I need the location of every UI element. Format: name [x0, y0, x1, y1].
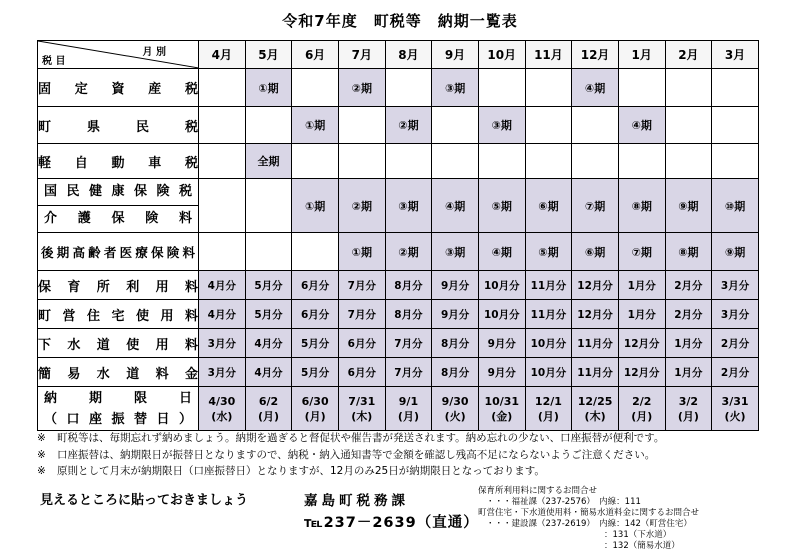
empty-cell — [432, 107, 479, 144]
month-header: 7月 — [338, 41, 385, 69]
empty-cell — [385, 69, 432, 107]
deadline-date: 2/2 — [632, 394, 652, 408]
deadline-weekday: (水) — [211, 409, 233, 423]
month-header: 10月 — [478, 41, 525, 69]
page-title: 令和7年度 町税等 納期一覧表 — [282, 12, 518, 30]
deadline-date: 6/30 — [301, 394, 329, 408]
table-row — [38, 329, 759, 358]
payment-period-cell: 6月分 — [338, 329, 385, 358]
table-row — [38, 144, 759, 179]
payment-period-cell: 8月分 — [432, 358, 479, 387]
payment-period-cell: 12月分 — [618, 329, 665, 358]
payment-period-cell: 3月分 — [712, 300, 759, 329]
deadline-weekday: (月) — [677, 409, 699, 423]
month-header: 4月 — [199, 41, 246, 69]
deadline-weekday: (月) — [631, 409, 653, 423]
payment-period-cell: ③期 — [478, 107, 525, 144]
payment-period-cell: ③期 — [385, 179, 432, 233]
payment-period-cell: 7月分 — [338, 271, 385, 300]
table-row — [38, 107, 759, 144]
note-mark: ※ — [37, 448, 46, 461]
payment-period-cell: ②期 — [385, 233, 432, 271]
empty-cell — [478, 69, 525, 107]
payment-period-cell: 6月分 — [292, 271, 339, 300]
empty-cell — [338, 144, 385, 179]
deadline-date: 6/2 — [258, 394, 279, 408]
payment-period-cell: ⑤期 — [525, 233, 572, 271]
empty-cell — [245, 233, 292, 271]
payment-period-cell: 7月分 — [385, 329, 432, 358]
deadline-cell — [665, 387, 712, 431]
tax-label: 町営住宅使用料 — [38, 300, 199, 329]
deadline-date: 9/1 — [398, 394, 419, 408]
payment-period-cell: ⑥期 — [525, 179, 572, 233]
empty-cell — [665, 107, 712, 144]
empty-cell — [199, 69, 246, 107]
deadline-label — [38, 387, 199, 431]
payment-period-cell: ③期 — [432, 233, 479, 271]
payment-period-cell: 11月分 — [572, 329, 619, 358]
payment-period-cell: 10月分 — [478, 300, 525, 329]
note-line — [37, 447, 664, 464]
empty-cell — [525, 107, 572, 144]
empty-cell — [665, 144, 712, 179]
month-header: 11月 — [525, 41, 572, 69]
tax-label-line: 介護保険料 — [38, 205, 198, 232]
month-header: 2月 — [665, 41, 712, 69]
empty-cell — [245, 107, 292, 144]
deadline-cell — [432, 387, 479, 431]
payment-period-cell: ⑥期 — [572, 233, 619, 271]
note-mark: ※ — [37, 432, 46, 444]
payment-period-cell: 9月分 — [432, 300, 479, 329]
payment-period-cell: 5月分 — [245, 300, 292, 329]
deadline-weekday: (月) — [257, 409, 280, 423]
month-header: 12月 — [572, 41, 619, 69]
payment-period-cell: ⑧期 — [665, 233, 712, 271]
note-text: 町税等は、毎期忘れず納めましょう。納期を過ぎると督促状や催告書が発送されます。納め忘れの少ない、口座振替が便利です。 — [57, 432, 665, 444]
payment-period-cell: 5月分 — [292, 329, 339, 358]
deadline-cell — [572, 387, 619, 431]
note-text: 口座振替は、納期限日が振替日となりますので、納税・納入通知書等で金額を確認し残高不足にならないようご注意ください。 — [57, 448, 656, 461]
empty-cell — [199, 144, 246, 179]
payment-period-cell: 4月分 — [199, 271, 246, 300]
empty-cell — [338, 107, 385, 144]
tax-label — [38, 179, 199, 233]
empty-cell — [245, 179, 292, 233]
table-row — [38, 69, 759, 107]
payment-period-cell: ⑤期 — [478, 179, 525, 233]
payment-period-cell: ④期 — [572, 69, 619, 107]
deadline-weekday: (月) — [397, 409, 419, 423]
deadline-label-line: 納期限日 — [44, 390, 192, 406]
payment-period-cell: ⑧期 — [618, 179, 665, 233]
deadline-row — [38, 387, 759, 431]
notes — [37, 430, 664, 480]
note-text: 原則として月末が納期限日（口座振替日）となりますが、12月のみ25日が納期限日となっております。 — [57, 465, 545, 477]
table-header-row — [38, 41, 759, 69]
empty-cell — [618, 69, 665, 107]
contact-line: ・・・福祉課（237-2576） 内線：111 — [486, 497, 641, 507]
tax-label: 固定資産税 — [38, 69, 199, 107]
payment-period-cell: 2月分 — [665, 300, 712, 329]
payment-period-cell: 6月分 — [338, 358, 385, 387]
empty-cell — [712, 144, 759, 179]
corner-month-label: 月 別 — [142, 47, 166, 58]
month-header: 8月 — [385, 41, 432, 69]
deadline-weekday: (木) — [584, 409, 606, 423]
tax-label: 後期高齢者医療保険料 — [38, 233, 199, 271]
corner-tax-label: 税 目 — [42, 56, 66, 67]
payment-period-cell: 4月分 — [199, 300, 246, 329]
corner-cell — [38, 41, 199, 69]
empty-cell — [618, 144, 665, 179]
payment-period-cell: ①期 — [245, 69, 292, 107]
month-header: 3月 — [712, 41, 759, 69]
empty-cell — [478, 144, 525, 179]
deadline-date: 7/31 — [348, 394, 376, 408]
deadline-date: 3/31 — [721, 394, 749, 408]
deadline-date: 12/1 — [534, 394, 562, 408]
deadline-cell — [245, 387, 292, 431]
payment-period-cell: 1月分 — [618, 300, 665, 329]
tax-label-line: 国民健康保険税 — [44, 184, 192, 199]
payment-period-cell: 12月分 — [572, 271, 619, 300]
payment-period-cell: 9月分 — [432, 271, 479, 300]
deadline-date: 3/2 — [678, 394, 699, 408]
deadline-cell — [478, 387, 525, 431]
payment-period-cell: 2月分 — [665, 271, 712, 300]
empty-cell — [665, 69, 712, 107]
deadline-weekday: (火) — [724, 409, 746, 423]
deadline-weekday: (月) — [537, 409, 559, 423]
payment-period-cell: 12月分 — [618, 358, 665, 387]
contact-line: 保育所利用料に関するお問合せ — [478, 486, 598, 496]
payment-period-cell: 3月分 — [199, 358, 246, 387]
payment-period-cell: 11月分 — [525, 300, 572, 329]
tax-label: 簡易水道料金 — [38, 358, 199, 387]
deadline-date: 4/30 — [208, 394, 236, 408]
payment-period-cell: 3月分 — [712, 271, 759, 300]
empty-cell — [292, 144, 339, 179]
note-mark: ※ — [37, 465, 46, 477]
payment-period-cell: 8月分 — [385, 300, 432, 329]
empty-cell — [572, 144, 619, 179]
payment-period-cell: 10月分 — [525, 329, 572, 358]
payment-period-cell: ③期 — [432, 69, 479, 107]
empty-cell — [432, 144, 479, 179]
payment-period-cell: 全期 — [245, 144, 292, 179]
deadline-weekday: (金) — [491, 409, 513, 423]
deadline-cell — [712, 387, 759, 431]
tax-label: 保育所利用料 — [38, 271, 199, 300]
tax-label: 下水道使用料 — [38, 329, 199, 358]
table-row — [38, 358, 759, 387]
payment-period-cell: 1月分 — [618, 271, 665, 300]
payment-period-cell: 8月分 — [385, 271, 432, 300]
deadline-date: 10/31 — [484, 394, 520, 408]
payment-period-cell: 6月分 — [292, 300, 339, 329]
deadline-cell — [618, 387, 665, 431]
payment-period-cell: 9月分 — [478, 358, 525, 387]
payment-period-cell: ①期 — [292, 107, 339, 144]
month-header: 9月 — [432, 41, 479, 69]
empty-cell — [572, 107, 619, 144]
payment-period-cell: ②期 — [338, 69, 385, 107]
payment-period-cell: ②期 — [385, 107, 432, 144]
empty-cell — [292, 69, 339, 107]
payment-period-cell: 3月分 — [199, 329, 246, 358]
deadline-date: 9/30 — [441, 394, 469, 408]
month-header: 1月 — [618, 41, 665, 69]
deadline-weekday: (木) — [351, 409, 373, 423]
payment-period-cell: 5月分 — [292, 358, 339, 387]
payment-period-cell: 10月分 — [525, 358, 572, 387]
payment-period-cell: ⑦期 — [618, 233, 665, 271]
contact-info — [478, 486, 699, 552]
payment-period-cell: 4月分 — [245, 358, 292, 387]
payment-period-cell: 11月分 — [525, 271, 572, 300]
payment-period-cell: ⑩期 — [712, 179, 759, 233]
payment-period-cell: 7月分 — [385, 358, 432, 387]
contact-line: 町営住宅・下水道使用料・簡易水道料金に関するお問合せ — [478, 508, 700, 518]
office-phone: ℡237－2639（直通） — [304, 515, 479, 531]
payment-period-cell: 7月分 — [338, 300, 385, 329]
payment-period-cell: 9月分 — [478, 329, 525, 358]
deadline-weekday: (月) — [304, 409, 326, 423]
note-line — [37, 463, 664, 480]
empty-cell — [199, 233, 246, 271]
table-row — [38, 233, 759, 271]
payment-period-cell: 1月分 — [665, 358, 712, 387]
payment-period-cell: 11月分 — [572, 358, 619, 387]
payment-period-cell: 12月分 — [572, 300, 619, 329]
month-header: 6月 — [292, 41, 339, 69]
payment-period-cell: 8月分 — [432, 329, 479, 358]
deadline-cell — [199, 387, 246, 431]
payment-period-cell: 5月分 — [245, 271, 292, 300]
payment-period-cell: ①期 — [292, 179, 339, 233]
contact-line: ・・・建設課（237-2619） 内線：142（町営住宅） — [486, 519, 692, 529]
payment-period-cell: ⑨期 — [665, 179, 712, 233]
month-header: 5月 — [245, 41, 292, 69]
contact-line: ：132（簡易水道） — [604, 541, 680, 551]
empty-cell — [292, 233, 339, 271]
payment-period-cell: 10月分 — [478, 271, 525, 300]
empty-cell — [712, 69, 759, 107]
deadline-cell — [385, 387, 432, 431]
payment-period-cell: ⑦期 — [572, 179, 619, 233]
payment-period-cell: ②期 — [338, 179, 385, 233]
empty-cell — [385, 144, 432, 179]
payment-period-cell: ④期 — [432, 179, 479, 233]
empty-cell — [199, 107, 246, 144]
note-line — [37, 430, 664, 447]
payment-period-cell: 1月分 — [665, 329, 712, 358]
payment-period-cell: 2月分 — [712, 358, 759, 387]
office-name: 嘉島町税務課 — [304, 493, 409, 509]
slogan: 見えるところに貼っておきましょう — [40, 493, 249, 508]
payment-period-cell: ④期 — [478, 233, 525, 271]
deadline-label-line: （口座振替日） — [44, 411, 192, 427]
payment-period-cell: 4月分 — [245, 329, 292, 358]
table-row — [38, 179, 759, 233]
empty-cell — [525, 69, 572, 107]
deadline-cell — [338, 387, 385, 431]
tax-label: 町県民税 — [38, 107, 199, 144]
deadline-cell — [292, 387, 339, 431]
payment-period-cell: ⑨期 — [712, 233, 759, 271]
tax-label: 軽自動車税 — [38, 144, 199, 179]
empty-cell — [199, 179, 246, 233]
deadline-date: 12/25 — [577, 394, 613, 408]
empty-cell — [712, 107, 759, 144]
deadline-weekday: (火) — [444, 409, 466, 423]
payment-period-cell: 2月分 — [712, 329, 759, 358]
tax-schedule-table — [37, 40, 759, 431]
payment-period-cell: ④期 — [618, 107, 665, 144]
payment-period-cell: ①期 — [338, 233, 385, 271]
empty-cell — [525, 144, 572, 179]
table-row — [38, 300, 759, 329]
table-row — [38, 271, 759, 300]
deadline-cell — [525, 387, 572, 431]
contact-line: ：131（下水道） — [604, 530, 672, 540]
